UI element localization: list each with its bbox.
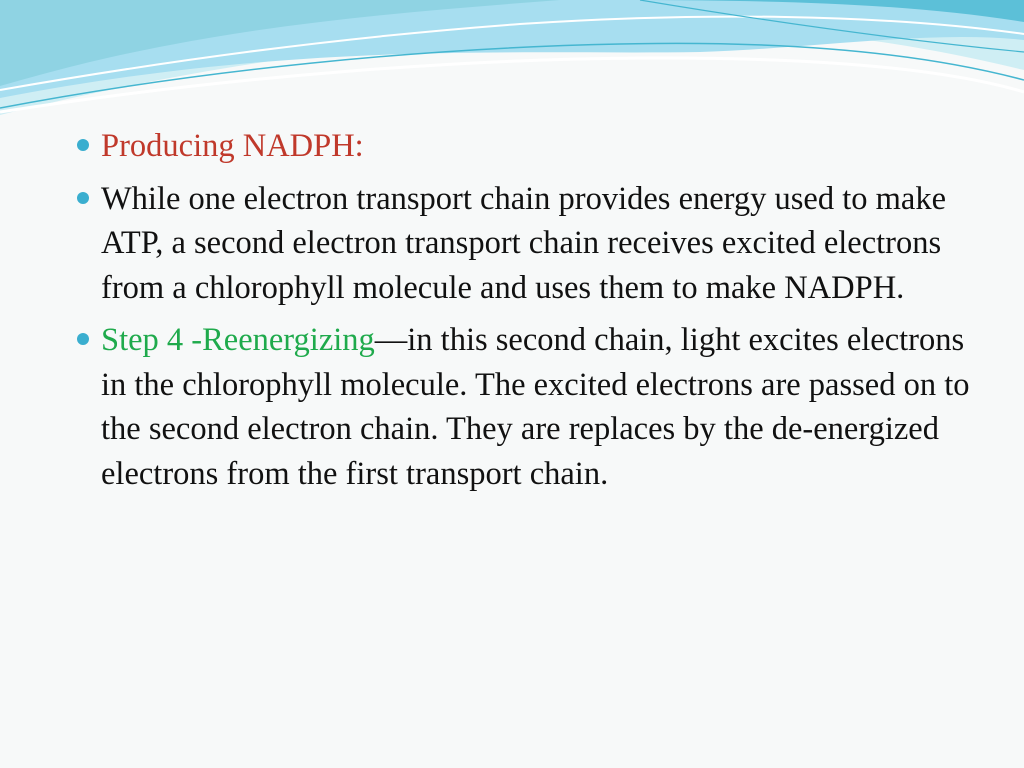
- bullet-dot-icon: [77, 333, 89, 345]
- bullet-electron-transport: [74, 177, 974, 311]
- bullet-text: —in this second chain, light excites electrons in the chlorophyll molecule. The excited electrons are passed on to the second electron chain. They are replaces by the de-energized electrons from the first transport chain.: [101, 322, 970, 492]
- bullet-dot-icon: [77, 139, 89, 151]
- bullet-step-4: [74, 318, 974, 496]
- bullet-text: While one electron transport chain provides energy used to make ATP, a second electron transport chain receives excited electrons from a chlorophyll molecule and uses them to make NADPH.: [101, 180, 947, 306]
- bullet-producing-nadph: [74, 124, 974, 169]
- wave-header-decoration: [0, 0, 1024, 130]
- bullet-list: [74, 124, 974, 504]
- section-heading: Producing NADPH:: [101, 128, 364, 164]
- bullet-dot-icon: [77, 192, 89, 204]
- step-label: Step 4 -Reenergizing: [101, 322, 375, 358]
